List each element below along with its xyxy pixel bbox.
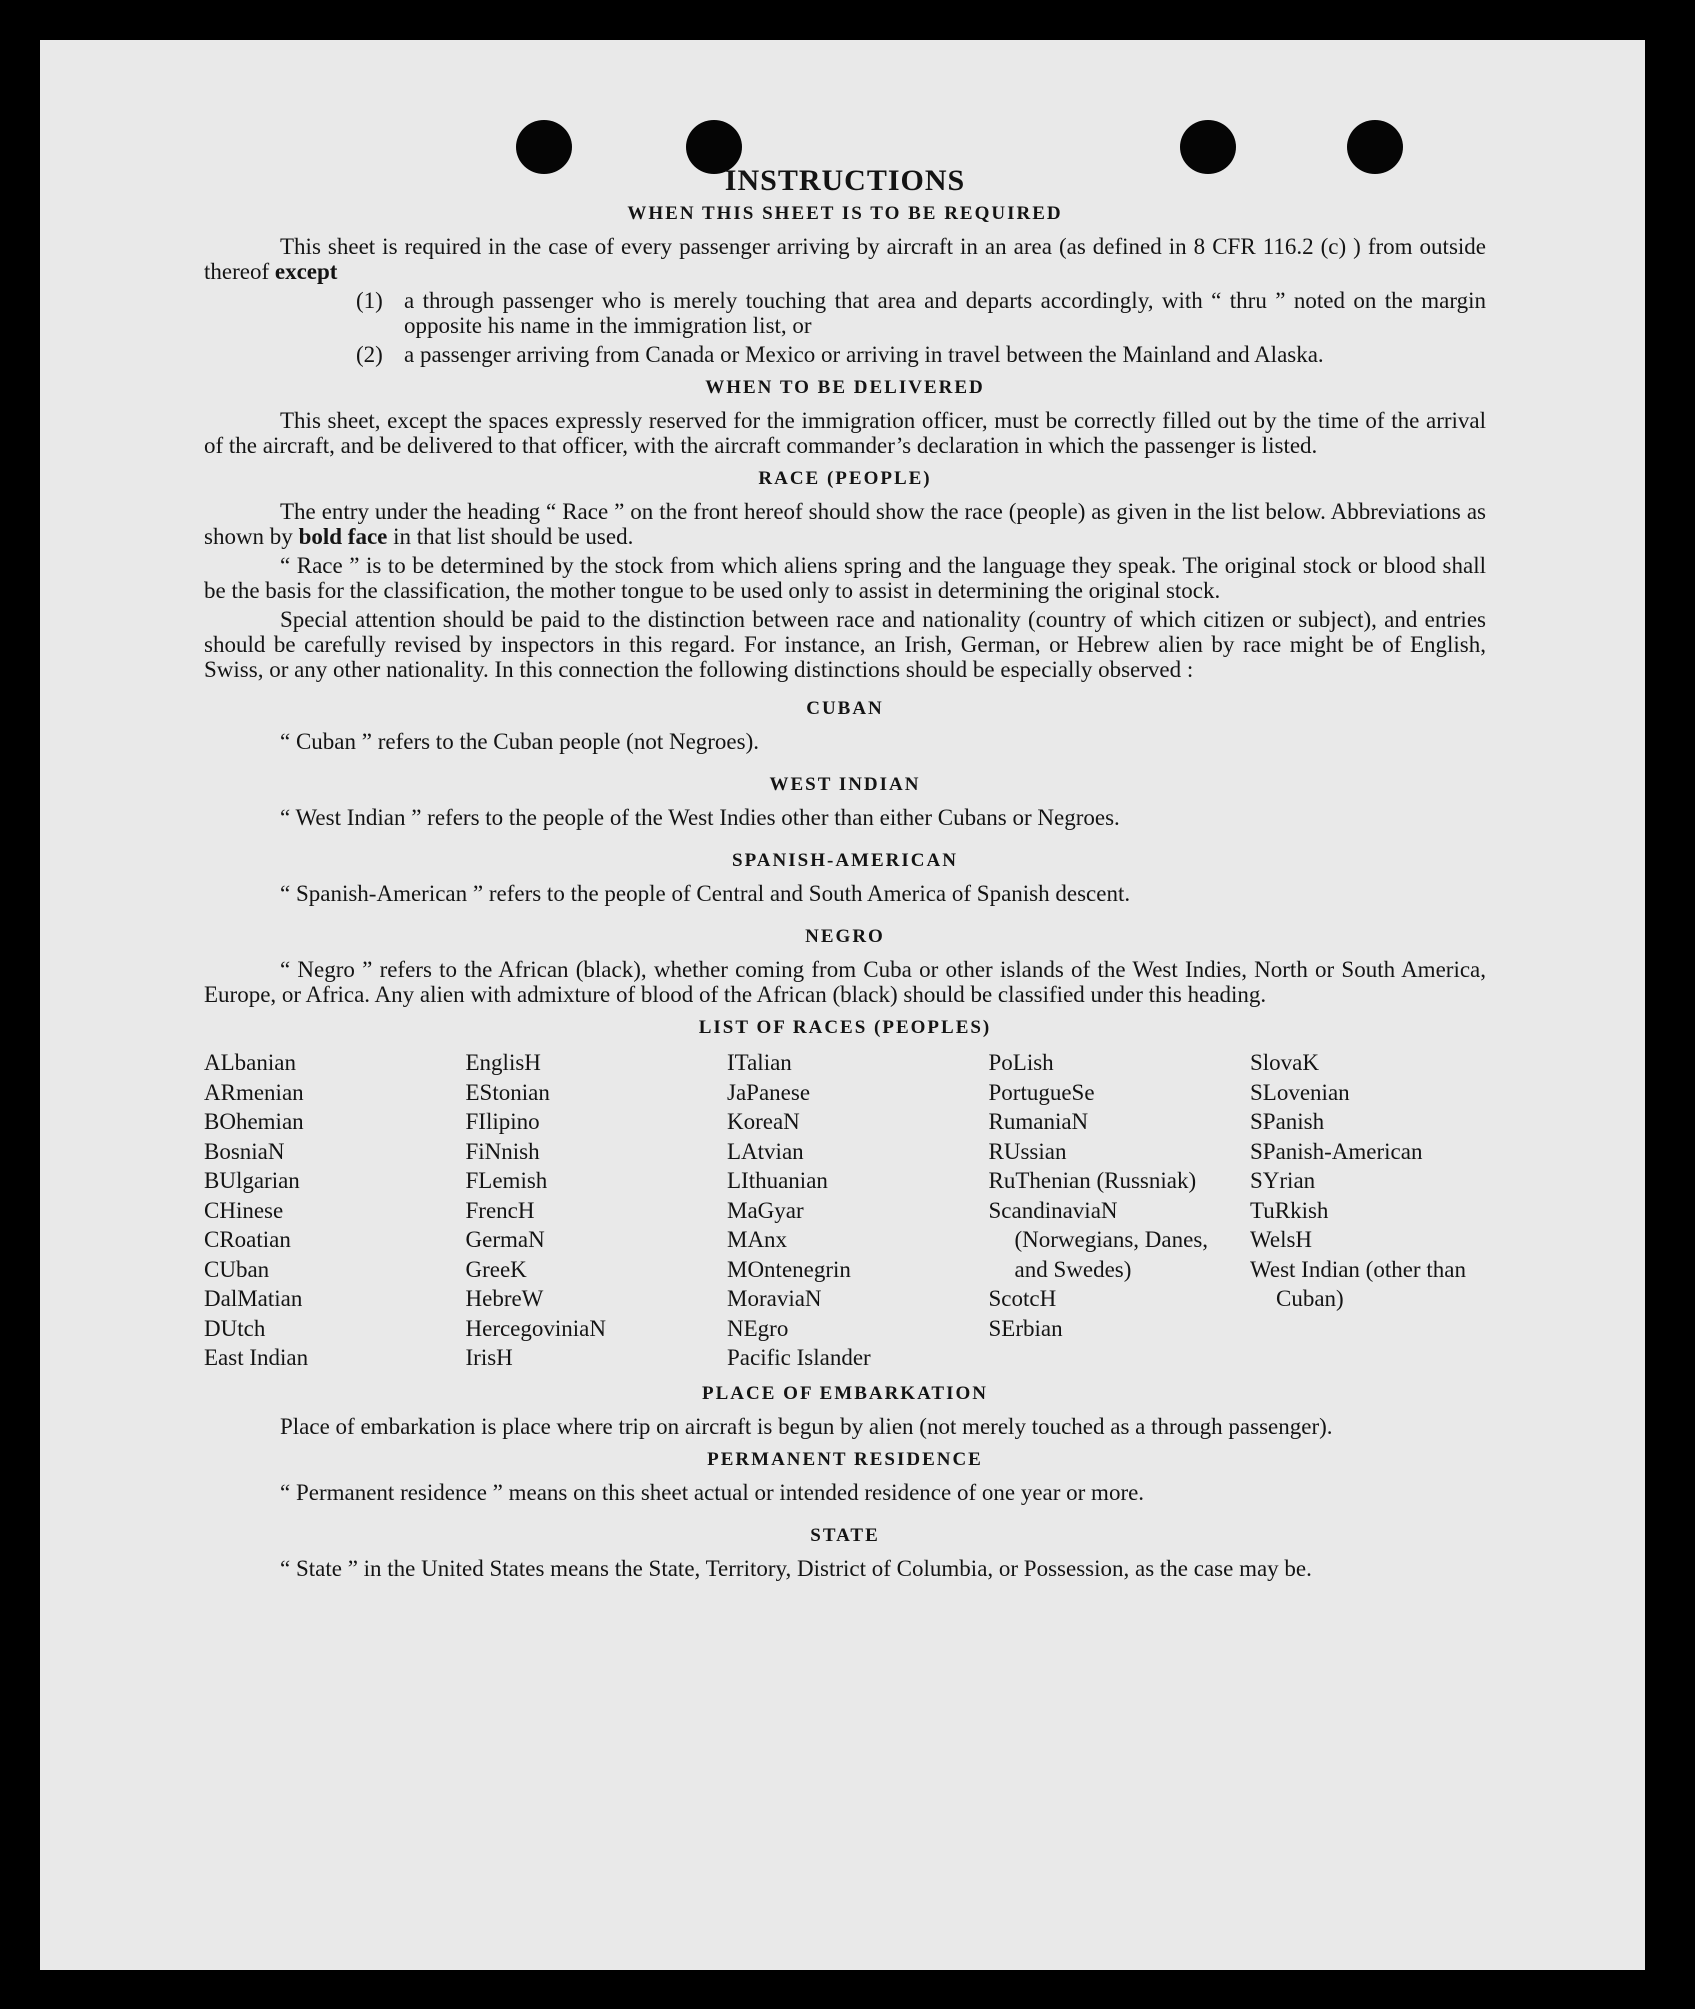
race-entry: FiNnish — [465, 1138, 540, 1164]
list-item — [356, 342, 1486, 367]
list-item — [356, 288, 1486, 338]
race-list — [204, 1048, 1486, 1373]
race-entry: RuThenian (Russniak) — [988, 1168, 1197, 1193]
race-entry: JaPanese — [727, 1079, 811, 1105]
embarkation-paragraph: Place of embarkation is place where trip on aircraft is begun by alien (not merely touched as a through passenger). — [280, 1413, 1333, 1439]
race-entry: DalMatian — [204, 1286, 303, 1311]
west-indian-paragraph: “ West Indian ” refers to the people of the West Indies other than either Cubans or Negroes. — [280, 805, 1120, 830]
required-paragraph — [204, 234, 1486, 284]
section-heading-cuban: CUBAN — [806, 698, 884, 719]
race-column — [204, 1048, 440, 1373]
race-entry: GermaN — [465, 1227, 545, 1252]
race-entry: BUlgarian — [204, 1168, 300, 1193]
cuban-paragraph: “ Cuban ” refers to the Cuban people (not Negroes). — [280, 729, 760, 754]
race-entry: Pacific Islander — [727, 1345, 871, 1370]
race-entry: CHinese — [204, 1197, 284, 1223]
state-paragraph: “ State ” in the United States means the State, Territory, District of Columbia, or Possession, as the case may be. — [280, 1555, 1312, 1581]
race-paragraph-1 — [204, 499, 1486, 549]
bold-face-text: bold face — [298, 524, 388, 549]
residence-paragraph: “ Permanent residence ” means on this sheet actual or intended residence of one year or more. — [280, 1479, 1145, 1505]
race-text-a: The entry under the heading “ Race ” on the front hereof should show the race (people) as given in the list below. Abbreviations as shown by — [204, 499, 1486, 549]
race-entry: SLovenian — [1250, 1079, 1350, 1105]
race-column — [466, 1048, 702, 1373]
race-paragraph-2: “ Race ” is to be determined by the stock from which aliens spring and the language they speak. The original stock or blood shall be the basis for the classification, the mother tongue to be used only to assist in determining the original stock. — [204, 553, 1486, 603]
race-column — [1250, 1048, 1486, 1373]
section-heading-race: RACE (PEOPLE) — [758, 468, 932, 489]
race-entry: SPanish — [1250, 1109, 1325, 1134]
race-entry: RUssian — [988, 1138, 1067, 1164]
race-entry: LIthuanian — [727, 1168, 828, 1193]
race-entry: RumaniaN — [988, 1109, 1089, 1134]
race-entry: LAtvian — [727, 1138, 804, 1164]
required-intro: This sheet is required in the case of every passenger arriving by aircraft in an area (as defined in 8 CFR 116.2 (c) ) from outside thereof — [204, 234, 1486, 284]
race-entry: SPanish-American — [1250, 1138, 1423, 1164]
race-entry: TuRkish — [1250, 1197, 1329, 1223]
race-entry: WelsH — [1250, 1227, 1313, 1252]
race-entry: KoreaN — [727, 1109, 800, 1134]
race-entry: BosniaN — [204, 1138, 285, 1164]
race-column — [727, 1048, 963, 1373]
section-heading-spanish-american: SPANISH-AMERICAN — [732, 850, 958, 871]
item-text: a passenger arriving from Canada or Mexico or arriving in travel between the Mainland and Alaska. — [404, 342, 1324, 367]
race-entry: NEgro — [727, 1315, 789, 1341]
race-text-b: in that list should be used. — [393, 524, 634, 549]
race-entry: East Indian — [204, 1345, 309, 1370]
item-text: a through passenger who is merely touching that area and departs accordingly, with “ thru ” noted on the margin opposite his name in the immigration list, or — [404, 288, 1486, 338]
race-entry: West Indian (other than Cuban) — [1250, 1256, 1466, 1311]
race-entry: PortugueSe — [988, 1079, 1095, 1105]
race-entry: DUtch — [204, 1315, 266, 1341]
race-entry: MOntenegrin — [727, 1256, 851, 1282]
negro-paragraph: “ Negro ” refers to the African (black), whether coming from Cuba or other islands of the West Indies, North or South America, Europe, or Africa. Any alien with admixture of blood of the African (black) should be classified under this heading. — [204, 957, 1486, 1007]
race-entry: MAnx — [727, 1227, 788, 1252]
race-entry: MoraviaN — [727, 1286, 822, 1311]
section-heading-west-indian: WEST INDIAN — [769, 774, 921, 795]
race-entry: SlovaK — [1250, 1050, 1319, 1075]
race-entry: PoLish — [988, 1050, 1054, 1075]
section-heading-state: STATE — [810, 1524, 880, 1546]
section-heading-delivered: WHEN TO BE DELIVERED — [705, 377, 985, 398]
section-heading-embarkation: PLACE OF EMBARKATION — [702, 1382, 988, 1404]
race-entry: HercegoviniaN — [465, 1315, 606, 1341]
race-entry: FrencH — [465, 1197, 535, 1223]
except-word: except — [274, 259, 338, 284]
race-entry: MaGyar — [727, 1197, 804, 1223]
race-column — [989, 1048, 1225, 1373]
section-heading-negro: NEGRO — [805, 926, 885, 947]
race-entry: FIlipino — [465, 1109, 540, 1134]
race-entry: EStonian — [465, 1079, 550, 1105]
race-entry: SErbian — [988, 1315, 1063, 1341]
item-number: (1) — [356, 288, 383, 313]
race-entry: SYrian — [1250, 1168, 1316, 1193]
race-entry: ITalian — [727, 1050, 792, 1075]
race-entry: HebreW — [465, 1286, 544, 1311]
race-entry: ALbanian — [204, 1050, 296, 1075]
race-paragraph-3: Special attention should be paid to the distinction between race and nationality (country of which citizen or subject), and entries should be carefully revised by inspectors in this regard. For instance, an Irish, German, or Hebrew alien by race might be of English, Swiss, or any other nationality. In this connection the following distinctions should be especially observed : — [204, 607, 1486, 682]
section-heading-list-of-races: LIST OF RACES (PEOPLES) — [698, 1017, 992, 1038]
race-entry: CRoatian — [204, 1227, 291, 1252]
race-entry: GreeK — [465, 1256, 527, 1282]
race-entry: IrisH — [465, 1345, 513, 1370]
delivered-paragraph: This sheet, except the spaces expressly reserved for the immigration officer, must be correctly filled out by the time of the arrival of the aircraft, and be delivered to that officer, with the aircraft commander’s declaration in which the passenger is listed. — [204, 408, 1486, 458]
race-entry: ScandinaviaN (Norwegians, Danes, and Swedes) — [988, 1197, 1209, 1282]
race-entry: CUban — [204, 1256, 270, 1282]
spanish-american-paragraph: “ Spanish-American ” refers to the people of Central and South America of Spanish descent. — [280, 881, 1131, 906]
race-entry: FLemish — [465, 1168, 548, 1193]
section-heading-residence: PERMANENT RESIDENCE — [707, 1448, 983, 1470]
race-entry: BOhemian — [204, 1109, 304, 1134]
page-title: INSTRUCTIONS — [724, 164, 966, 197]
race-entry: ARmenian — [204, 1079, 304, 1105]
race-entry: EnglisH — [465, 1050, 541, 1075]
document-body — [204, 160, 1486, 1585]
item-number: (2) — [356, 342, 383, 367]
race-entry: ScotcH — [988, 1286, 1057, 1311]
section-heading-required: WHEN THIS SHEET IS TO BE REQUIRED — [627, 203, 1063, 224]
